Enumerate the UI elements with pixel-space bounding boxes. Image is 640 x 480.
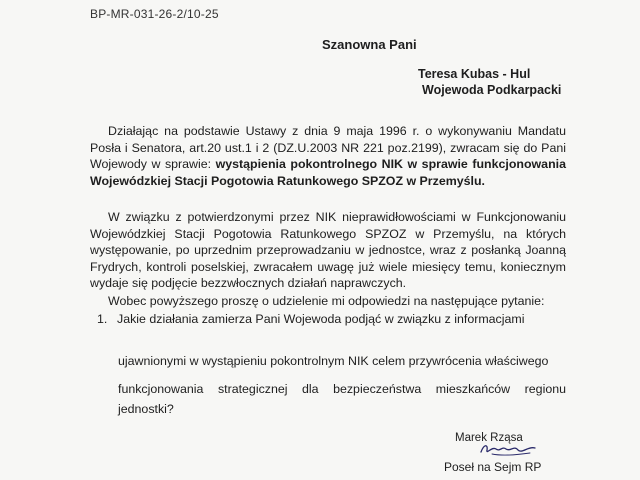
reference-number: BP-MR-031-26-2/10-25 (90, 7, 219, 21)
question-line-4: jednostki? (118, 402, 174, 416)
question-word: funkcjonowania (118, 382, 204, 396)
question-number: 1. (97, 312, 108, 326)
paragraph-legal-basis-subject: wystąpienia pokontrolnego NIK w sprawie funkcjonowania Wojewódzkiej Stacji Pogotowia Ratunkowego SPZOZ w Przemyślu. (90, 157, 566, 188)
paragraph-irregularities: W związku z potwierdzonymi przez NIK nieprawidłowościami w Funkcjonowaniu Wojewódzkiej Stacji Pogotowia Ratunkowego SPZOZ w Przemyślu, na których występowanie, po uprzednim przeprowadzaniu w jednostce, wraz z posłanką Joanną Frydrych, kontroli poselskiej, zwracałem uwagę już wiele miesięcy temu, koniecznym wydaje się podjęcie bezzwłocznych działań naprawczych. (90, 210, 566, 290)
greeting: Szanowna Pani (322, 37, 417, 52)
handwritten-signature (478, 440, 538, 458)
paragraph-legal-basis (90, 123, 566, 189)
question-word: regionu (524, 382, 566, 396)
question-line-3 (118, 382, 566, 396)
paragraph-request: Wobec powyższego proszę o udzielenie mi odpowiedzi na następujące pytanie: (108, 294, 545, 308)
signer-name: Marek Rząsa (455, 432, 523, 444)
question-word: mieszkańców (435, 382, 511, 396)
question-line-1: Jakie działania zamierza Pani Wojewoda podjąć w związku z informacjami (117, 312, 525, 326)
signer-title: Poseł na Sejm RP (444, 460, 542, 474)
recipient-title: Wojewoda Podkarpacki (422, 83, 562, 97)
question-word: dla (302, 382, 319, 396)
question-item (97, 311, 566, 328)
recipient-name: Teresa Kubas - Hul (418, 67, 531, 81)
question-word: bezpieczeństwa (333, 382, 422, 396)
paragraph-legal-basis-text: Działając na podstawie Ustawy z dnia 9 maja 1996 r. o wykonywaniu Mandatu Posła i Senatora, art.20 ust.1 i 2 (DZ.U.2003 NR 221 poz.2199), zwracam się do Pani Wojewody w sprawie: (90, 124, 566, 171)
question-line-2: ujawnionymi w wystąpieniu pokontrolnym NIK celem przywrócenia właściwego (118, 354, 549, 368)
question-word: strategicznej (217, 382, 288, 396)
